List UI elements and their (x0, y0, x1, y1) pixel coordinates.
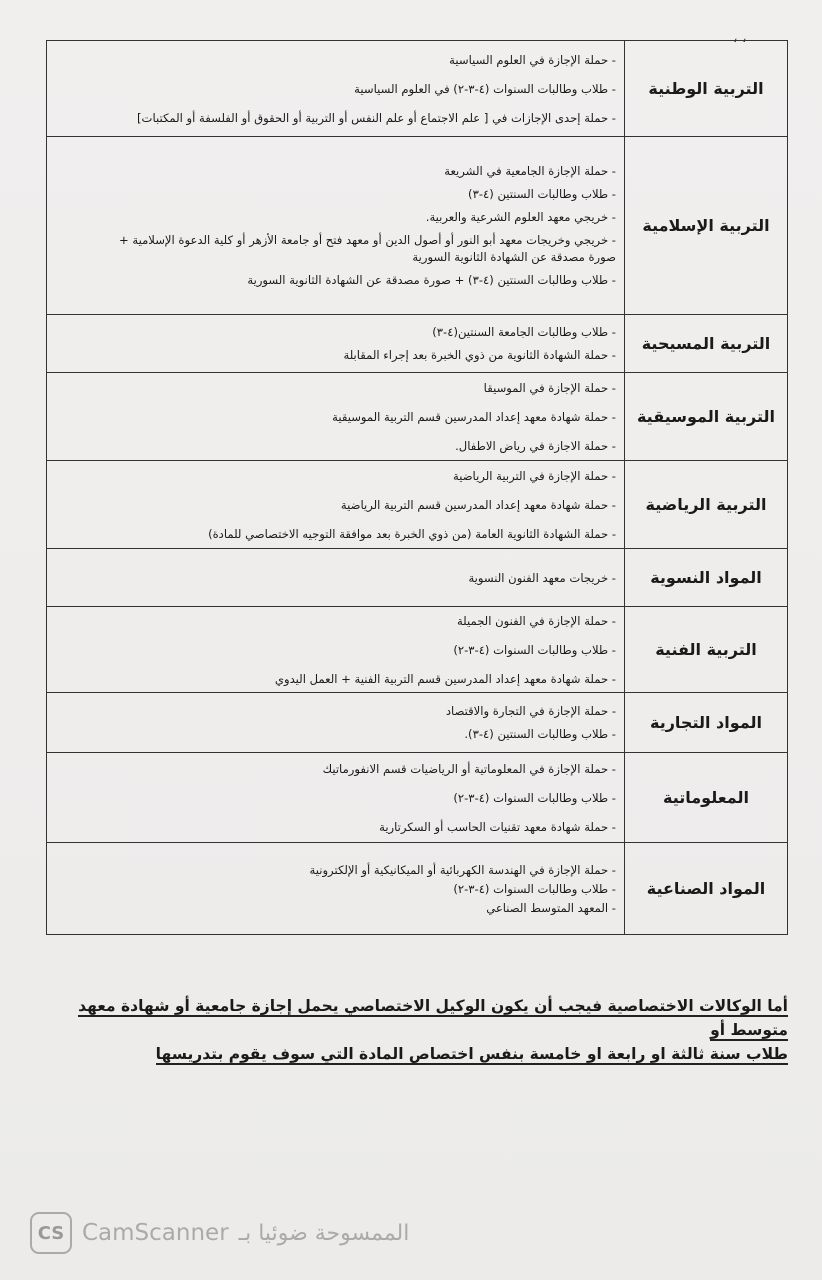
subject-name: التربية المسيحية (625, 315, 788, 373)
subject-name: التربية الوطنية (625, 41, 788, 137)
subject-name: التربية الرياضية (625, 461, 788, 549)
table-row (47, 461, 788, 549)
requirement-line: - طلاب وطالبات السنوات (٤-٣-٢) (453, 881, 616, 896)
requirement-line: - خريجي وخريجات معهد أبو النور أو أصول الدين أو معهد فتح أو جامعة الأزهر أو كلية الدعوة الإسلامية + (118, 233, 616, 247)
requirement-line: صورة مصدقة عن الشهادة الثانوية السورية (412, 250, 616, 264)
subject-name: المواد النسوية (625, 549, 788, 607)
requirements-cell (47, 373, 625, 461)
requirement-line: - طلاب وطالبات الجامعة السنتين(٤-٣) (432, 325, 616, 339)
requirement-line: - حملة الاجازة في رياض الاطفال. (455, 438, 616, 453)
requirement-line: - حملة الشهادة الثانوية العامة (من ذوي الخبرة بعد موافقة التوجيه الاختصاصي للمادة) (208, 526, 616, 541)
requirement-line: - حملة شهادة معهد تقنيات الحاسب أو السكرتارية (379, 819, 616, 834)
requirement-line: - حملة الإجازة في الموسيقا (483, 380, 616, 395)
requirement-line: - طلاب وطالبات السنوات (٤-٣-٢) في العلوم السياسية (354, 81, 616, 96)
camscanner-brand: CamScanner (82, 1220, 229, 1246)
requirement-line: - المعهد المتوسط الصناعي (486, 900, 616, 915)
requirement-line: - طلاب وطالبات السنتين (٤-٣). (464, 727, 616, 741)
note-line-1: أما الوكالات الاختصاصية فيجب أن يكون الوكيل الاختصاصي يحمل إجازة جامعية أو شهادة معهد متوسط أو (78, 997, 788, 1039)
subject-name: التربية الموسيقية (625, 373, 788, 461)
subject-name: التربية الفنية (625, 607, 788, 693)
subject-name: المعلوماتية (625, 753, 788, 843)
requirements-cell (47, 607, 625, 693)
subject-name: التربية الإسلامية (625, 137, 788, 315)
table-row (47, 549, 788, 607)
subject-name: المواد الصناعية (625, 843, 788, 935)
requirement-line: - حملة الإجازة الجامعية في الشريعة (444, 164, 616, 178)
requirements-cell (47, 693, 625, 753)
specialist-agents-note (28, 994, 788, 1066)
requirements-cell (47, 461, 625, 549)
requirement-line: - حملة الإجازة في الهندسة الكهربائية أو الميكانيكية أو الإلكترونية (309, 862, 616, 877)
requirement-line: - حملة الإجازة في الفنون الجميلة (456, 613, 616, 628)
subject-name: المواد التجارية (625, 693, 788, 753)
table-row (47, 41, 788, 137)
table-row (47, 843, 788, 935)
requirement-line: - طلاب وطالبات السنتين (٤-٣) (468, 187, 616, 201)
requirements-cell (47, 41, 625, 137)
subjects-table (46, 40, 788, 935)
camscanner-watermark (30, 1208, 490, 1258)
table-row (47, 315, 788, 373)
requirement-line: - حملة الشهادة الثانوية من ذوي الخبرة بعد إجراء المقابلة (343, 348, 616, 362)
requirement-line: - طلاب وطالبات السنوات (٤-٣-٢) (453, 642, 616, 657)
requirements-cell (47, 753, 625, 843)
requirement-line: - طلاب وطالبات السنوات (٤-٣-٢) (453, 790, 616, 805)
requirement-line: - خريجات معهد الفنون النسوية (468, 570, 616, 585)
requirement-line: - حملة الإجازة في العلوم السياسية (449, 52, 616, 67)
header-mark: ، ، (733, 30, 747, 46)
requirement-line: - طلاب وطالبات السنتين (٤-٣) + صورة مصدقة عن الشهادة الثانوية السورية (247, 273, 616, 287)
requirements-cell (47, 843, 625, 935)
requirements-cell (47, 137, 625, 315)
table-row (47, 373, 788, 461)
requirement-line: - حملة شهادة معهد إعداد المدرسين قسم التربية الرياضية (340, 497, 616, 512)
requirement-line: - حملة شهادة معهد إعداد المدرسين قسم التربية الموسيقية (332, 409, 616, 424)
requirement-line: - حملة الإجازة في التجارة والاقتصاد (445, 704, 616, 718)
requirement-line: - حملة شهادة معهد إعداد المدرسين قسم التربية الفنية + العمل اليدوي (274, 671, 616, 686)
note-line-2: طلاب سنة ثالثة او رابعة او خامسة بنفس اختصاص المادة التي سوف يقوم بتدريسها (155, 1045, 788, 1063)
requirement-line: - خريجي معهد العلوم الشرعية والعربية. (425, 210, 616, 224)
requirements-cell (47, 315, 625, 373)
table-row (47, 607, 788, 693)
requirement-line: - حملة إحدى الإجازات في [ علم الاجتماع أو علم النفس أو التربية أو الحقوق أو الفلسفة أو المكتبات] (137, 110, 616, 125)
camscanner-logo-icon: CS (30, 1212, 72, 1254)
requirement-line: - حملة الإجازة في المعلوماتية أو الرياضيات قسم الانفورماتيك (322, 761, 616, 776)
requirements-cell (47, 549, 625, 607)
table-row (47, 753, 788, 843)
camscanner-arabic-caption: الممسوحة ضوئيا بـ (238, 1220, 410, 1246)
table-row (47, 137, 788, 315)
requirement-line: - حملة الإجازة في التربية الرياضية (452, 468, 616, 483)
table-row (47, 693, 788, 753)
